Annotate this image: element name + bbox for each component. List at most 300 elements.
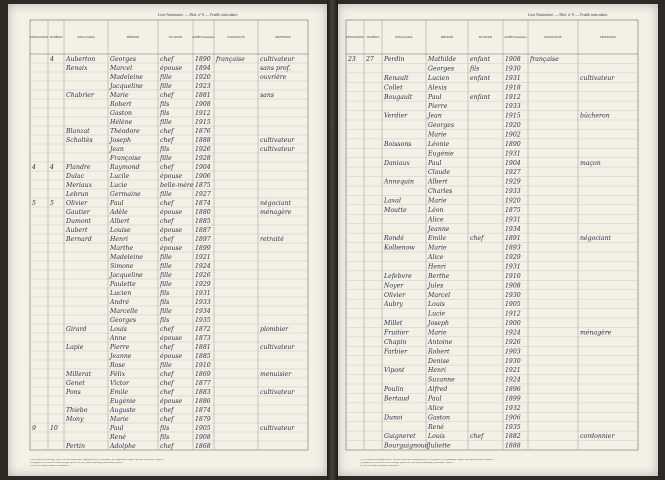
birth-year-entry: 1887 bbox=[195, 226, 211, 234]
profession-entry: ménagère bbox=[580, 329, 612, 337]
birth-year-entry: 1868 bbox=[195, 442, 211, 450]
birth-year-entry: 1894 bbox=[195, 64, 211, 72]
birth-year-entry: 1930 bbox=[505, 357, 521, 365]
situation-entry: fille bbox=[160, 262, 172, 270]
column-header: NOM de famille bbox=[395, 36, 413, 39]
surname-entry: Flandre bbox=[66, 163, 91, 171]
situation-entry: fille bbox=[160, 280, 172, 288]
surname-entry: Genet bbox=[66, 379, 85, 387]
birth-year-entry: 1932 bbox=[505, 404, 521, 412]
birth-year-entry: 1908 bbox=[505, 282, 521, 290]
footnote-line: (3) Pour les étrangers indiquer la nationalité ... bbox=[30, 465, 71, 467]
given-name-entry: Louis bbox=[110, 325, 127, 333]
given-name-entry: Robert bbox=[110, 100, 132, 108]
surname-entry: Millerat bbox=[66, 370, 92, 378]
column-header: ANNÉE de naissance bbox=[504, 36, 527, 39]
profession-entry: ouvrière bbox=[260, 73, 287, 81]
given-name-entry: Marcel bbox=[428, 291, 451, 299]
situation-entry: épouse bbox=[160, 64, 183, 72]
birth-year-entry: 1931 bbox=[505, 263, 521, 271]
given-name-entry: Paul bbox=[428, 93, 442, 101]
given-name-entry: Marie bbox=[428, 244, 447, 252]
birth-year-entry: 1904 bbox=[195, 163, 211, 171]
birth-year-entry: 1918 bbox=[505, 84, 521, 92]
surname-entry: Thiebo bbox=[66, 406, 88, 414]
given-name-entry: Lucie bbox=[110, 181, 128, 189]
birth-year-entry: 1879 bbox=[195, 415, 211, 423]
given-name-entry: Alice bbox=[428, 254, 444, 262]
situation-entry: chef bbox=[470, 433, 484, 441]
birth-year-entry: 1886 bbox=[195, 397, 211, 405]
birth-year-entry: 1910 bbox=[195, 361, 211, 369]
given-name-entry: Georges bbox=[110, 316, 137, 324]
birth-year-entry: 1926 bbox=[195, 145, 211, 153]
situation-entry: fils bbox=[160, 289, 170, 297]
given-name-entry: Adolphe bbox=[110, 442, 136, 450]
running-title: Liste Nominative. — Mod. n° 8. — Feuille intercalaire. bbox=[158, 13, 239, 17]
surname-entry: Moutte bbox=[384, 206, 407, 214]
given-name-entry: Albert bbox=[428, 178, 448, 186]
birth-year-entry: 1876 bbox=[195, 127, 211, 135]
surname-entry: Bourguignoud bbox=[384, 442, 429, 450]
situation-entry: enfant bbox=[470, 56, 491, 64]
surname-entry: Aubry bbox=[384, 301, 403, 309]
given-name-entry: Rose bbox=[110, 361, 126, 369]
given-name-entry: Auguste bbox=[110, 406, 136, 414]
footnote-line: (3) Pour les étrangers indiquer la nationalité ... bbox=[360, 465, 401, 467]
surname-entry: Girard bbox=[66, 325, 87, 333]
household-number: 5 bbox=[32, 199, 36, 207]
situation-entry: enfant bbox=[470, 93, 491, 101]
given-name-entry: Léon bbox=[428, 206, 444, 214]
situation-entry: fille bbox=[160, 73, 172, 81]
situation-entry: épouse bbox=[160, 172, 183, 180]
birth-year-entry: 1888 bbox=[505, 442, 521, 450]
surname-entry: Guigneret bbox=[384, 433, 416, 441]
surname-entry: Bernard bbox=[66, 235, 92, 243]
situation-entry: fils bbox=[160, 298, 170, 306]
situation-entry: chef bbox=[160, 136, 174, 144]
situation-entry: chef bbox=[160, 379, 174, 387]
footnote-line: (1) Les chiffres des ménages, dans le cas d'un établissement comptant plus de 200 personnes, de la population comptée à part par les pensions, hospices ... bbox=[360, 459, 495, 461]
birth-year-entry: 1935 bbox=[195, 316, 211, 324]
given-name-entry: Anne bbox=[110, 334, 127, 342]
situation-entry: fils bbox=[160, 424, 170, 432]
surname-entry: Lebrun bbox=[66, 190, 89, 198]
birth-year-entry: 1929 bbox=[505, 178, 521, 186]
situation-entry: chef bbox=[160, 127, 174, 135]
profession-entry: cultivateur bbox=[260, 343, 295, 351]
surname-entry: Dunoi bbox=[384, 414, 403, 422]
situation-entry: fils bbox=[160, 145, 170, 153]
given-name-entry: Félix bbox=[110, 370, 126, 378]
right-page bbox=[338, 4, 658, 476]
birth-year-entry: 1881 bbox=[195, 91, 211, 99]
page-footnote bbox=[360, 459, 650, 468]
surname-entry: Fruitier bbox=[384, 329, 409, 337]
birth-year-entry: 1924 bbox=[195, 262, 211, 270]
birth-year-entry: 1931 bbox=[505, 216, 521, 224]
given-name-entry: Albert bbox=[110, 217, 130, 225]
birth-year-entry: 1905 bbox=[505, 301, 521, 309]
column-header: NATIONALITÉ bbox=[227, 36, 245, 39]
surname-entry: Boissons bbox=[384, 140, 412, 148]
given-name-entry: Alice bbox=[428, 216, 444, 224]
given-name-entry: Marie bbox=[110, 91, 129, 99]
situation-entry: fille bbox=[160, 361, 172, 369]
birth-year-entry: 1874 bbox=[195, 406, 211, 414]
given-name-entry: Françoise bbox=[110, 154, 141, 162]
given-name-entry: Pierre bbox=[110, 343, 130, 351]
situation-entry: fille bbox=[160, 82, 172, 90]
birth-year-entry: 1931 bbox=[505, 150, 521, 158]
birth-year-entry: 1890 bbox=[505, 140, 521, 148]
given-name-entry: Lucile bbox=[110, 172, 130, 180]
situation-entry: chef bbox=[160, 91, 174, 99]
situation-entry: chef bbox=[160, 199, 174, 207]
footnote-line: (2) Indiquer si le recensé est chef de ménage, épouse, fils, fille, parent, domestique, pensionnaire, ouvrier ... bbox=[360, 462, 455, 464]
birth-year-entry: 1929 bbox=[195, 280, 211, 288]
given-name-entry: Gaston bbox=[110, 109, 133, 117]
surname-entry: Lapie bbox=[66, 343, 84, 351]
situation-entry: belle-mère bbox=[160, 181, 194, 189]
situation-entry: fils bbox=[160, 109, 170, 117]
birth-year-entry: 1872 bbox=[195, 325, 211, 333]
column-header: ANNÉE de naissance bbox=[192, 36, 215, 39]
given-name-entry: Juliette bbox=[428, 442, 451, 450]
nationality-entry: française bbox=[530, 56, 559, 64]
given-name-entry: Jules bbox=[428, 282, 444, 290]
surname-entry: Olivier bbox=[384, 291, 406, 299]
given-name-entry: Germaine bbox=[110, 190, 141, 198]
given-name-entry: Jacqueline bbox=[110, 271, 143, 279]
birth-year-entry: 1897 bbox=[195, 235, 211, 243]
left-register-grid bbox=[8, 4, 327, 476]
profession-entry: plombier bbox=[260, 325, 289, 333]
birth-year-entry: 1920 bbox=[505, 122, 521, 130]
birth-year-entry: 1923 bbox=[195, 82, 211, 90]
situation-entry: fille bbox=[160, 118, 172, 126]
birth-year-entry: 1931 bbox=[505, 74, 521, 82]
given-name-entry: Gaston bbox=[428, 414, 451, 422]
situation-entry: épouse bbox=[160, 244, 183, 252]
birth-year-entry: 1924 bbox=[505, 376, 521, 384]
situation-entry: fils bbox=[470, 65, 480, 73]
given-name-entry: René bbox=[428, 423, 444, 431]
birth-year-entry: 1915 bbox=[505, 112, 521, 120]
situation-entry: chef bbox=[160, 442, 174, 450]
page-footnote bbox=[30, 459, 319, 468]
dwelling-number: 5 bbox=[50, 199, 54, 207]
surname-entry: Rondé bbox=[384, 235, 404, 243]
given-name-entry: Hélène bbox=[110, 118, 133, 126]
given-name-entry: Marcel bbox=[110, 64, 133, 72]
birth-year-entry: 1899 bbox=[195, 244, 211, 252]
given-name-entry: Léonie bbox=[428, 140, 450, 148]
situation-entry: chef bbox=[160, 217, 174, 225]
surname-entry: Auberton bbox=[66, 55, 96, 63]
given-name-entry: Marie bbox=[428, 131, 447, 139]
surname-entry: Renault bbox=[384, 74, 409, 82]
given-name-entry: Henri bbox=[428, 263, 446, 271]
birth-year-entry: 1891 bbox=[505, 235, 521, 243]
given-name-entry: Madeleine bbox=[110, 253, 143, 261]
birth-year-entry: 1912 bbox=[505, 93, 521, 101]
profession-entry: menuisier bbox=[260, 370, 292, 378]
given-name-entry: Théodore bbox=[110, 127, 140, 135]
surname-entry: Millet bbox=[384, 320, 403, 328]
profession-entry: négociant bbox=[260, 199, 291, 207]
given-name-entry: Marcelle bbox=[110, 307, 138, 315]
situation-entry: chef bbox=[160, 388, 174, 396]
given-name-entry: Georges bbox=[428, 122, 455, 130]
given-name-entry: Jeanne bbox=[428, 225, 450, 233]
given-name-entry: Emile bbox=[428, 235, 447, 243]
birth-year-entry: 1926 bbox=[195, 271, 211, 279]
situation-entry: épouse bbox=[160, 334, 183, 342]
given-name-entry: Paul bbox=[428, 159, 442, 167]
given-name-entry: Jeanne bbox=[110, 352, 132, 360]
surname-entry: Vipont bbox=[384, 367, 405, 375]
given-name-entry: Lucie bbox=[428, 310, 446, 318]
given-name-entry: Henri bbox=[428, 367, 446, 375]
surname-entry: Poulin bbox=[384, 386, 404, 394]
profession-entry: sans bbox=[260, 91, 275, 99]
column-header: SITUATION bbox=[478, 36, 493, 39]
surname-entry: Dulac bbox=[66, 172, 85, 180]
birth-year-entry: 1893 bbox=[505, 244, 521, 252]
given-name-entry: Jacqueline bbox=[110, 82, 143, 90]
situation-entry: chef bbox=[160, 325, 174, 333]
column-header: PROFESSION bbox=[275, 36, 291, 39]
dwelling-number: 27 bbox=[366, 56, 374, 64]
given-name-entry: Marie bbox=[428, 329, 447, 337]
birth-year-entry: 1920 bbox=[195, 73, 211, 81]
column-header: NUMÉROS bbox=[366, 36, 380, 39]
given-name-entry: Suzanne bbox=[428, 376, 455, 384]
birth-year-entry: 1904 bbox=[505, 159, 521, 167]
birth-year-entry: 1881 bbox=[195, 343, 211, 351]
given-name-entry: René bbox=[110, 433, 126, 441]
birth-year-entry: 1875 bbox=[505, 206, 521, 214]
situation-entry: chef bbox=[160, 406, 174, 414]
dwelling-number: 10 bbox=[50, 424, 58, 432]
profession-entry: sans prof. bbox=[260, 64, 291, 72]
given-name-entry: Berthe bbox=[428, 272, 450, 280]
profession-entry: cultivateur bbox=[260, 136, 295, 144]
birth-year-entry: 1900 bbox=[505, 320, 521, 328]
situation-entry: épouse bbox=[160, 208, 183, 216]
given-name-entry: Claude bbox=[428, 169, 451, 177]
column-header: SITUATION bbox=[168, 36, 183, 39]
situation-entry: épouse bbox=[160, 226, 183, 234]
given-name-entry: Jean bbox=[110, 145, 124, 153]
birth-year-entry: 1912 bbox=[195, 109, 211, 117]
birth-year-entry: 1929 bbox=[505, 254, 521, 262]
situation-entry: fille bbox=[160, 253, 172, 261]
surname-entry: Bertaud bbox=[384, 395, 410, 403]
situation-entry: fils bbox=[160, 433, 170, 441]
birth-year-entry: 1910 bbox=[505, 272, 521, 280]
given-name-entry: Georges bbox=[110, 55, 137, 63]
birth-year-entry: 1927 bbox=[505, 169, 521, 177]
household-number: 4 bbox=[32, 163, 36, 171]
birth-year-entry: 1934 bbox=[195, 307, 211, 315]
household-number: 23 bbox=[348, 56, 356, 64]
given-name-entry: Jean bbox=[428, 112, 442, 120]
given-name-entry: Paulette bbox=[110, 280, 136, 288]
situation-entry: chef bbox=[470, 235, 484, 243]
given-name-entry: Simone bbox=[110, 262, 134, 270]
surname-entry: Aubert bbox=[66, 226, 88, 234]
surname-entry: Gautier bbox=[66, 208, 90, 216]
birth-year-entry: 1885 bbox=[195, 217, 211, 225]
surname-entry: Blanzat bbox=[66, 127, 90, 135]
birth-year-entry: 1933 bbox=[505, 103, 521, 111]
column-header: NATIONALITÉ bbox=[544, 36, 562, 39]
surname-entry: Renaix bbox=[66, 64, 88, 72]
column-header: DÉSIGNATION bbox=[30, 36, 48, 39]
situation-entry: chef bbox=[160, 163, 174, 171]
profession-entry: maçon bbox=[580, 159, 601, 167]
profession-entry: cultivateur bbox=[260, 424, 295, 432]
birth-year-entry: 1906 bbox=[195, 172, 211, 180]
given-name-entry: Robert bbox=[428, 348, 450, 356]
birth-year-entry: 1921 bbox=[195, 253, 211, 261]
birth-year-entry: 1930 bbox=[505, 65, 521, 73]
given-name-entry: Louis bbox=[428, 433, 445, 441]
given-name-entry: Pierre bbox=[428, 103, 448, 111]
birth-year-entry: 1915 bbox=[195, 118, 211, 126]
given-name-entry: Eugénie bbox=[428, 150, 454, 158]
surname-entry: Olivier bbox=[66, 199, 88, 207]
situation-entry: épouse bbox=[160, 352, 183, 360]
column-header: PRÉNOMS bbox=[440, 36, 454, 39]
birth-year-entry: 1908 bbox=[195, 100, 211, 108]
birth-year-entry: 1888 bbox=[195, 136, 211, 144]
profession-entry: cordonnier bbox=[580, 433, 615, 441]
given-name-entry: Mathilde bbox=[428, 56, 457, 64]
left-page bbox=[8, 4, 327, 476]
profession-entry: ménagère bbox=[260, 208, 292, 216]
household-number: 9 bbox=[32, 424, 36, 432]
surname-entry: Kolbenow bbox=[384, 244, 415, 252]
birth-year-entry: 1931 bbox=[195, 289, 211, 297]
given-name-entry: Victor bbox=[110, 379, 129, 387]
situation-entry: chef bbox=[160, 235, 174, 243]
situation-entry: fille bbox=[160, 307, 172, 315]
surname-entry: Lefebvre bbox=[384, 272, 412, 280]
surname-entry: Noyer bbox=[384, 282, 404, 290]
profession-entry: cultivateur bbox=[260, 55, 295, 63]
surname-entry: Pertin bbox=[66, 442, 85, 450]
birth-year-entry: 1885 bbox=[195, 352, 211, 360]
surname-entry: Collet bbox=[384, 84, 403, 92]
running-title: Liste Nominative. — Mod. n° 8. — Feuille intercalaire. bbox=[528, 13, 609, 17]
given-name-entry: Charles bbox=[428, 188, 453, 196]
surname-entry: Farbier bbox=[384, 348, 408, 356]
birth-year-entry: 1882 bbox=[505, 433, 521, 441]
birth-year-entry: 1912 bbox=[505, 310, 521, 318]
birth-year-entry: 1920 bbox=[505, 197, 521, 205]
given-name-entry: Marthe bbox=[110, 244, 134, 252]
given-name-entry: Henri bbox=[110, 235, 128, 243]
footnote-line: (2) Indiquer si le recensé est chef de ménage, épouse, fils, fille, parent, domestique, pensionnaire, ouvrier ... bbox=[30, 462, 125, 464]
profession-entry: bûcheron bbox=[580, 112, 610, 120]
birth-year-entry: 1924 bbox=[505, 329, 521, 337]
dwelling-number: 4 bbox=[50, 163, 54, 171]
birth-year-entry: 1934 bbox=[505, 225, 521, 233]
situation-entry: fils bbox=[160, 100, 170, 108]
footnote-line: (1) Les chiffres des ménages, dans le cas d'un établissement comptant plus de 200 personnes, de la population comptée à part par les pensions, hospices ... bbox=[30, 459, 165, 461]
surname-entry: Meriaux bbox=[66, 181, 93, 189]
surname-entry: Bougault bbox=[384, 93, 413, 101]
surname-entry: Annequin bbox=[384, 178, 415, 186]
profession-entry: retraité bbox=[260, 235, 284, 243]
situation-entry: fils bbox=[160, 316, 170, 324]
surname-entry: Pons bbox=[66, 388, 81, 396]
surname-entry: Verdier bbox=[384, 112, 408, 120]
given-name-entry: Georges bbox=[428, 65, 455, 73]
birth-year-entry: 1906 bbox=[505, 414, 521, 422]
given-name-entry: Denise bbox=[428, 357, 450, 365]
given-name-entry: Emile bbox=[110, 388, 129, 396]
birth-year-entry: 1908 bbox=[505, 56, 521, 64]
surname-entry: Mony bbox=[66, 415, 84, 423]
situation-entry: chef bbox=[160, 370, 174, 378]
given-name-entry: Paul bbox=[110, 199, 124, 207]
birth-year-entry: 1933 bbox=[505, 188, 521, 196]
dwelling-number: 4 bbox=[50, 55, 54, 63]
surname-entry: Chapin bbox=[384, 338, 407, 346]
given-name-entry: Louis bbox=[428, 301, 445, 309]
surname-entry: Scholtès bbox=[66, 136, 93, 144]
given-name-entry: Paul bbox=[428, 395, 442, 403]
given-name-entry: Lucien bbox=[428, 74, 450, 82]
given-name-entry: Marie bbox=[110, 415, 129, 423]
given-name-entry: Raymond bbox=[110, 163, 140, 171]
profession-entry: négociant bbox=[580, 235, 611, 243]
profession-entry: cultivateur bbox=[260, 145, 295, 153]
given-name-entry: Madeleine bbox=[110, 73, 143, 81]
column-header: PROFESSION bbox=[600, 36, 616, 39]
given-name-entry: Adèle bbox=[110, 208, 128, 216]
birth-year-entry: 1926 bbox=[505, 338, 521, 346]
birth-year-entry: 1873 bbox=[195, 334, 211, 342]
situation-entry: chef bbox=[160, 343, 174, 351]
right-register-grid bbox=[338, 4, 658, 476]
nationality-entry: française bbox=[216, 55, 245, 63]
surname-entry: Perdin bbox=[384, 56, 405, 64]
surname-entry: Daniaux bbox=[384, 159, 410, 167]
given-name-entry: André bbox=[110, 298, 130, 306]
given-name-entry: Alexis bbox=[428, 84, 447, 92]
situation-entry: chef bbox=[160, 55, 174, 63]
birth-year-entry: 1908 bbox=[195, 433, 211, 441]
birth-year-entry: 1899 bbox=[505, 395, 521, 403]
surname-entry: Dumont bbox=[66, 217, 92, 225]
birth-year-entry: 1905 bbox=[195, 424, 211, 432]
surname-entry: Chabrier bbox=[66, 91, 94, 99]
column-header: NUMÉROS bbox=[49, 36, 63, 39]
birth-year-entry: 1902 bbox=[505, 131, 521, 139]
situation-entry: épouse bbox=[160, 397, 183, 405]
given-name-entry: Joseph bbox=[428, 320, 449, 328]
given-name-entry: Lucien bbox=[110, 289, 132, 297]
birth-year-entry: 1896 bbox=[505, 386, 521, 394]
birth-year-entry: 1890 bbox=[195, 55, 211, 63]
given-name-entry: Louise bbox=[110, 226, 131, 234]
